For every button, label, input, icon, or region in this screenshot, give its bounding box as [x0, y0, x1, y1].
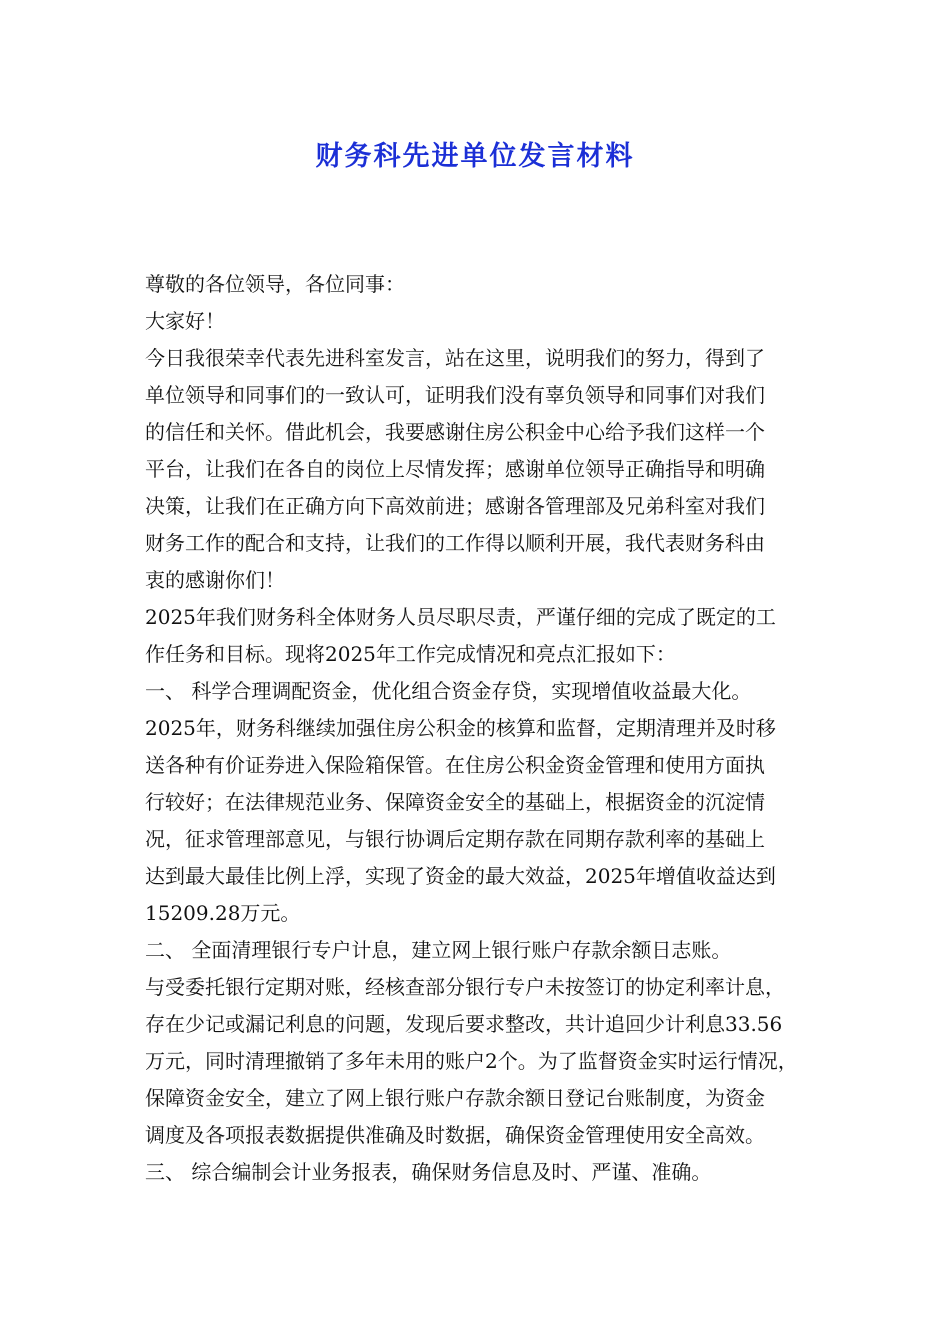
section-heading: 一、 科学合理调配资金，优化组合资金存贷，实现增值收益最大化。	[145, 679, 752, 703]
body-line: 今日我很荣幸代表先进科室发言，站在这里，说明我们的努力，得到了	[145, 346, 765, 370]
body-line: 达到最大最佳比例上浮，实现了资金的最大效益，2025年增值收益达到	[145, 864, 776, 888]
body-line: 15209.28万元。	[145, 901, 301, 925]
section-heading: 二、 全面清理银行专户计息，建立网上银行账户存款余额日志账。	[145, 938, 732, 962]
document-title: 财务科先进单位发言材料	[315, 141, 635, 172]
body-line: 决策，让我们在正确方向下高效前进；感谢各管理部及兄弟科室对我们	[145, 494, 765, 518]
body-line: 存在少记或漏记利息的问题，发现后要求整改，共计追回少计利息33.56	[145, 1012, 783, 1036]
body-line: 调度及各项报表数据提供准确及时数据，确保资金管理使用安全高效。	[145, 1123, 765, 1147]
body-line: 财务工作的配合和支持，让我们的工作得以顺利开展，我代表财务科由	[145, 531, 765, 555]
document-body	[145, 266, 825, 1191]
body-line: 平台，让我们在各自的岗位上尽情发挥；感谢单位领导正确指导和明确	[145, 457, 765, 481]
body-line: 行较好；在法律规范业务、保障资金安全的基础上，根据资金的沉淀情	[145, 790, 765, 814]
body-line: 的信任和关怀。借此机会，我要感谢住房公积金中心给予我们这样一个	[145, 420, 765, 444]
body-line: 2025年我们财务科全体财务人员尽职尽责，严谨仔细的完成了既定的工	[145, 605, 776, 629]
body-line: 单位领导和同事们的一致认可，证明我们没有辜负领导和同事们对我们	[145, 383, 765, 407]
body-line: 尊敬的各位领导，各位同事：	[145, 272, 405, 296]
body-line: 作任务和目标。现将2025年工作完成情况和亮点汇报如下：	[145, 642, 676, 666]
body-line: 与受委托银行定期对账，经核查部分银行专户未按签订的协定利率计息，	[145, 975, 785, 999]
body-line: 保障资金安全，建立了网上银行账户存款余额日登记台账制度，为资金	[145, 1086, 765, 1110]
body-line: 况，征求管理部意见，与银行协调后定期存款在同期存款利率的基础上	[145, 827, 765, 851]
body-line: 万元，同时清理撤销了多年未用的账户2个。为了监督资金实时运行情况，	[145, 1049, 798, 1073]
body-line: 2025年，财务科继续加强住房公积金的核算和监督，定期清理并及时移	[145, 716, 776, 740]
body-line: 大家好！	[145, 309, 225, 333]
body-line: 送各种有价证券进入保险箱保管。在住房公积金资金管理和使用方面执	[145, 753, 765, 777]
body-line: 衷的感谢你们！	[145, 568, 285, 592]
section-heading: 三、 综合编制会计业务报表，确保财务信息及时、严谨、准确。	[145, 1160, 712, 1184]
